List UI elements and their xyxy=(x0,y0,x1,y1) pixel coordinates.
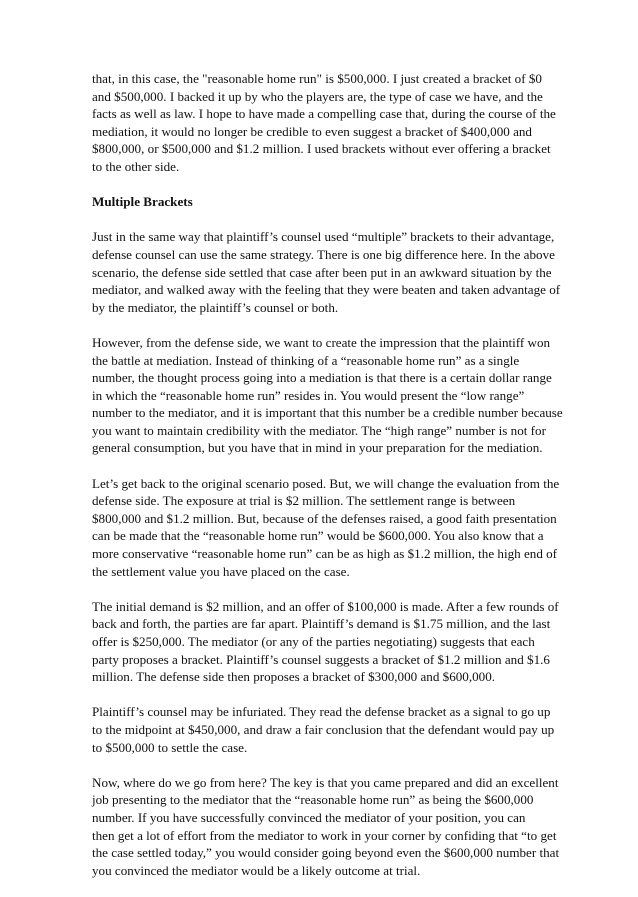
text-line: facts as well as law. I hope to have made a compelling case that, during the course of the xyxy=(92,106,556,122)
text-line: $800,000, or $500,000 and $1.2 million. I used brackets without ever offering a bracket xyxy=(92,141,551,157)
document-page xyxy=(92,70,563,897)
text-line: Now, where do we go from here? The key is that you came prepared and did an excellent xyxy=(92,774,559,790)
text-line: general consumption, but you have that in mind in your preparation for the mediation. xyxy=(92,440,543,456)
text-line: mediator, and walked away with the feeling that they were beaten and taken advantage of xyxy=(92,282,561,298)
paragraph-where-from-here xyxy=(92,774,560,880)
paragraph-bracket-intro xyxy=(92,70,556,176)
heading-text: Multiple Brackets xyxy=(92,194,193,210)
text-line: you convinced the mediator would be a likely outcome at trial. xyxy=(92,862,421,878)
text-line: to the midpoint at $450,000, and draw a fair conclusion that the defendant would pay up xyxy=(92,721,555,737)
text-line: offer is $250,000. The mediator (or any of the parties negotiating) suggests that each xyxy=(92,634,535,649)
text-line: million. The defense side then proposes a bracket of $300,000 and $600,000. xyxy=(92,669,496,685)
text-line: scenario, the defense side settled that case after been put in an awkward situation by the xyxy=(92,264,552,280)
text-line: party proposes a bracket. Plaintiff’s counsel suggests a bracket of $1.2 million and $1.6 xyxy=(92,651,550,667)
text-line: the case settled today,” you would consider going beyond even the $600,000 number that xyxy=(92,845,560,861)
text-line: Just in the same way that plaintiff’s counsel used “multiple” brackets to their advantage, xyxy=(92,229,555,245)
section-heading xyxy=(92,193,552,211)
text-line: mediation, it would no longer be credible to even suggest a bracket of $400,000 and xyxy=(92,123,532,139)
text-line: number, the thought process going into a mediation is that there is a certain dollar range xyxy=(92,370,552,386)
text-line: to $500,000 to settle the case. xyxy=(92,739,248,755)
text-line: However, from the defense side, we want to create the impression that the plaintiff won xyxy=(92,334,551,350)
text-line: the battle at mediation. Instead of thinking of a “reasonable home run” as a single xyxy=(92,352,520,368)
text-line: that, in this case, the "reasonable home run" is $500,000. I just created a bracket of $0 xyxy=(92,71,542,86)
text-line: Plaintiff’s counsel may be infuriated. They read the defense bracket as a signal to go up xyxy=(92,704,551,720)
text-line: job presenting to the mediator that the “reasonable home run” as being the $600,000 xyxy=(92,792,534,808)
paragraph-original-scenario xyxy=(92,475,560,581)
paragraph-plaintiff-infuriated xyxy=(92,703,555,756)
text-line: back and forth, the parties are far apart. Plaintiff’s demand is $1.75 million, and the last xyxy=(92,616,551,632)
text-line: defense side. The exposure at trial is $2 million. The settlement range is between xyxy=(92,493,516,509)
text-line: and $500,000. I backed it up by who the players are, the type of case we have, and the xyxy=(92,88,543,104)
text-line: then get a lot of effort from the mediator to work in your corner by confiding that “to get xyxy=(92,827,557,843)
text-line: The initial demand is $2 million, and an offer of $100,000 is made. After a few rounds of xyxy=(92,598,559,614)
text-line: defense counsel can use the same strategy. There is one big difference here. In the above xyxy=(92,246,555,262)
text-line: by the mediator, the plaintiff’s counsel or both. xyxy=(92,299,339,315)
paragraph-multiple-brackets xyxy=(92,228,561,316)
paragraph-defense-side xyxy=(92,334,563,457)
text-line: more conservative “reasonable home run” can be as high as $1.2 million, the high end of xyxy=(92,546,558,562)
text-line: number to the mediator, and it is important that this number be a credible number because xyxy=(92,405,563,421)
text-line: to the other side. xyxy=(92,158,180,174)
text-line: number. If you have successfully convinced the mediator of your position, you can xyxy=(92,809,526,825)
text-line: can be made that the “reasonable home run” would be $600,000. You also know that a xyxy=(92,528,544,544)
text-line: Let’s get back to the original scenario posed. But, we will change the evaluation from the xyxy=(92,475,560,491)
text-line: the settlement value you have placed on the case. xyxy=(92,563,350,579)
text-line: you want to maintain credibility with the mediator. The “high range” number is not for xyxy=(92,422,546,438)
paragraph-initial-demand xyxy=(92,598,559,686)
text-line: $800,000 and $1.2 million. But, because of the defenses raised, a good faith presentation xyxy=(92,510,557,526)
text-line: in which the “reasonable home run” resides in. You would present the “low range” xyxy=(92,387,525,403)
